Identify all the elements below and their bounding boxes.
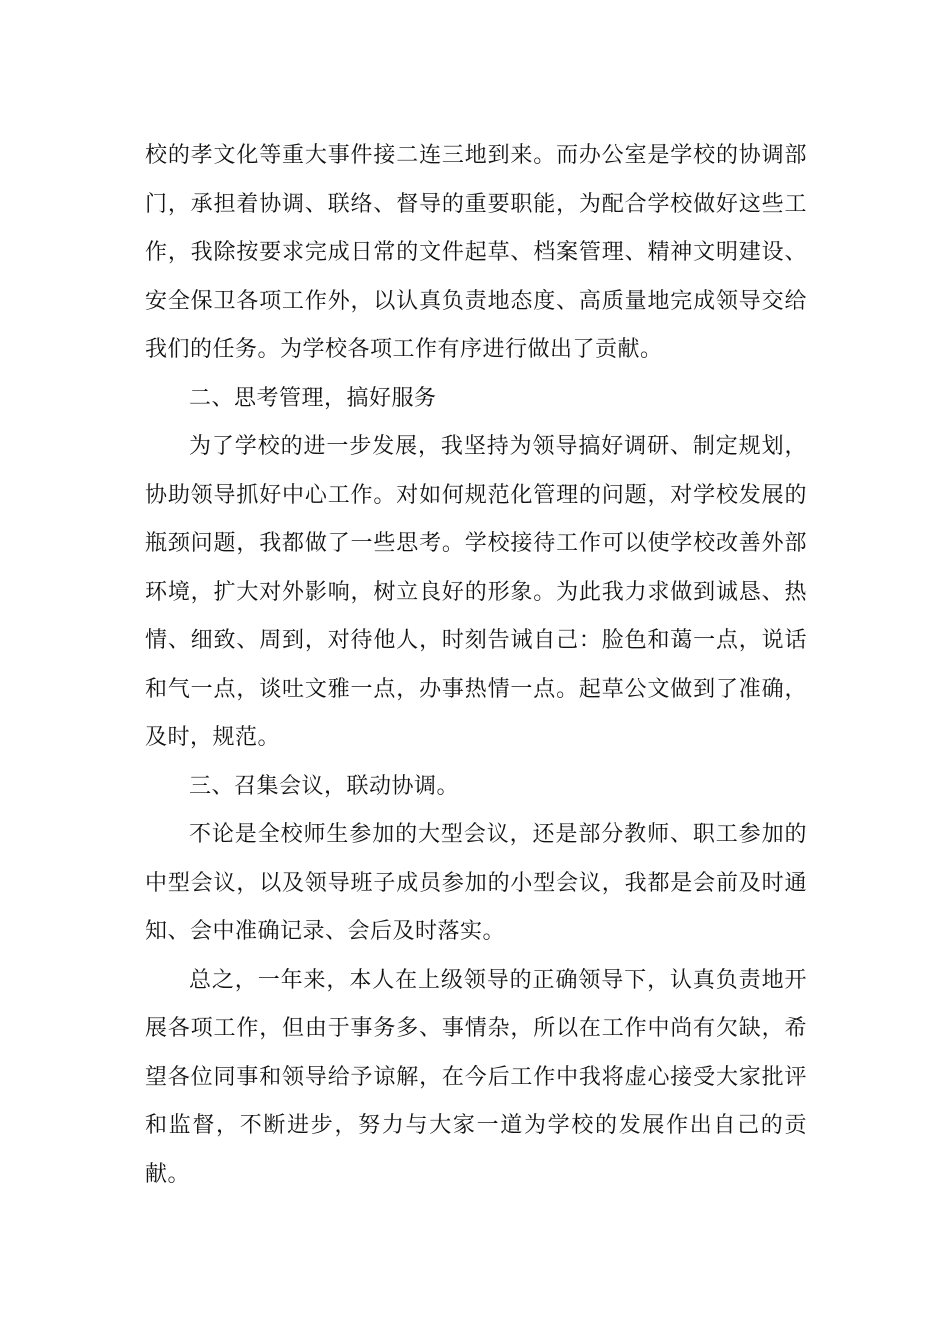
document-body bbox=[145, 132, 807, 1199]
section-heading-3: 三、召集会议，联动协调。 bbox=[189, 773, 460, 799]
paragraph-summary: 总之，一年来，本人在上级领导的正确领导下，认真负责地开展各项工作，但由于事务多、事情杂，所以在工作中尚有欠缺，希望各位同事和领导给予谅解，在今后工作中我将虚心接受大家批评和监督，不断进步，努力与大家一道为学校的发展作出自己的贡献。 bbox=[145, 967, 807, 1187]
paragraph-management: 为了学校的进一步发展，我坚持为领导搞好调研、制定规划，协助领导抓好中心工作。对如何规范化管理的问题，对学校发展的瓶颈问题，我都做了一些思考。学校接待工作可以使学校改善外部环境，扩大对外影响，树立良好的形象。为此我力求做到诚恳、热情、细致、周到，对待他人，时刻告诫自己：脸色和蔼一点，说话和气一点，谈吐文雅一点，办事热情一点。起草公文做到了准确，及时，规范。 bbox=[145, 434, 807, 750]
paragraph-meetings: 不论是全校师生参加的大型会议，还是部分教师、职工参加的中型会议，以及领导班子成员参加的小型会议，我都是会前及时通知、会中准确记录、会后及时落实。 bbox=[145, 822, 807, 944]
section-heading-2: 二、思考管理，搞好服务 bbox=[189, 385, 437, 411]
paragraph-continuation: 校的孝文化等重大事件接二连三地到来。而办公室是学校的协调部门，承担着协调、联络、督导的重要职能，为配合学校做好这些工作，我除按要求完成日常的文件起草、档案管理、精神文明建设、安全保卫各项工作外，以认真负责地态度、高质量地完成领导交给我们的任务。为学校各项工作有序进行做出了贡献。 bbox=[145, 143, 807, 362]
